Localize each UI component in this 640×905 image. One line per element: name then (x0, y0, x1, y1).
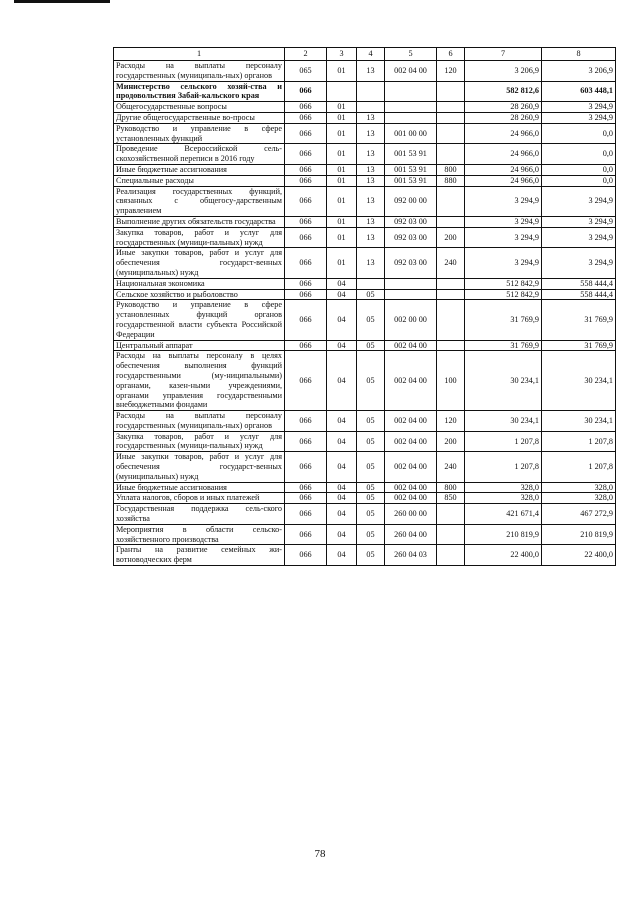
amount-year2-cell: 3 294,9 (542, 112, 616, 123)
section-cell: 01 (327, 175, 357, 186)
amount-year2-cell: 0,0 (542, 144, 616, 165)
section-cell: 01 (327, 227, 357, 248)
subsection-cell: 05 (357, 524, 385, 545)
amount-year2-cell: 0,0 (542, 175, 616, 186)
target-article-cell: 002 04 00 (385, 411, 437, 432)
subsection-cell: 05 (357, 411, 385, 432)
row-name-cell: Сельское хозяйство и рыболовство (114, 289, 285, 300)
row-name-cell: Закупка товаров, работ и услуг для государственных (муници-пальных) нужд (114, 431, 285, 452)
row-name-cell: Руководство и управление в сфере установленных функций (114, 123, 285, 144)
section-cell: 04 (327, 431, 357, 452)
header-cell: 3 (327, 48, 357, 61)
section-cell: 01 (327, 102, 357, 113)
target-article-cell: 002 04 00 (385, 340, 437, 351)
header-cell: 7 (465, 48, 542, 61)
section-cell: 04 (327, 300, 357, 340)
row-name-cell: Иные бюджетные ассигнования (114, 164, 285, 175)
amount-year1-cell: 3 294,9 (465, 216, 542, 227)
admin-code-cell: 066 (285, 112, 327, 123)
amount-year1-cell: 28 260,9 (465, 102, 542, 113)
section-cell: 01 (327, 144, 357, 165)
subsection-cell: 13 (357, 175, 385, 186)
row-name-cell: Выполнение других обязательств государства (114, 216, 285, 227)
table-row (114, 351, 616, 411)
admin-code-cell: 065 (285, 61, 327, 82)
expense-type-cell: 100 (437, 351, 465, 411)
target-article-cell: 092 00 00 (385, 186, 437, 216)
top-rule (14, 0, 110, 3)
subsection-cell: 05 (357, 493, 385, 504)
row-name-cell: Иные закупки товаров, работ и услуг для обеспечения государст-венных (муниципальных) нужд (114, 452, 285, 482)
subsection-cell: 13 (357, 144, 385, 165)
amount-year2-cell: 31 769,9 (542, 300, 616, 340)
amount-year1-cell: 30 234,1 (465, 351, 542, 411)
table-row (114, 482, 616, 493)
row-name-cell: Мероприятия в области сельско-хозяйственного производства (114, 524, 285, 545)
expense-type-cell: 240 (437, 452, 465, 482)
amount-year2-cell: 3 294,9 (542, 216, 616, 227)
amount-year2-cell: 558 444,4 (542, 289, 616, 300)
subsection-cell: 05 (357, 431, 385, 452)
table-row (114, 61, 616, 82)
table-row (114, 431, 616, 452)
admin-code-cell: 066 (285, 144, 327, 165)
expense-type-cell (437, 545, 465, 566)
expense-type-cell (437, 112, 465, 123)
expense-type-cell: 240 (437, 248, 465, 278)
amount-year2-cell: 3 294,9 (542, 186, 616, 216)
table-row (114, 81, 616, 102)
target-article-cell: 002 04 00 (385, 452, 437, 482)
admin-code-cell: 066 (285, 493, 327, 504)
admin-code-cell: 066 (285, 482, 327, 493)
target-article-cell: 002 04 00 (385, 482, 437, 493)
table-row (114, 175, 616, 186)
amount-year1-cell: 512 842,9 (465, 278, 542, 289)
amount-year1-cell: 3 206,9 (465, 61, 542, 82)
target-article-cell: 001 53 91 (385, 164, 437, 175)
admin-code-cell: 066 (285, 300, 327, 340)
amount-year2-cell: 3 206,9 (542, 61, 616, 82)
subsection-cell: 13 (357, 227, 385, 248)
admin-code-cell: 066 (285, 452, 327, 482)
admin-code-cell: 066 (285, 351, 327, 411)
amount-year2-cell: 328,0 (542, 482, 616, 493)
section-cell: 04 (327, 351, 357, 411)
target-article-cell (385, 81, 437, 102)
admin-code-cell: 066 (285, 123, 327, 144)
amount-year1-cell: 210 819,9 (465, 524, 542, 545)
subsection-cell (357, 278, 385, 289)
target-article-cell: 002 00 00 (385, 300, 437, 340)
section-cell: 04 (327, 340, 357, 351)
expense-type-cell (437, 123, 465, 144)
section-cell: 01 (327, 216, 357, 227)
table-row (114, 411, 616, 432)
amount-year1-cell: 1 207,8 (465, 431, 542, 452)
subsection-cell: 05 (357, 351, 385, 411)
row-name-cell: Иные закупки товаров, работ и услуг для обеспечения государст-венных (муниципальных) нужд (114, 248, 285, 278)
section-cell: 04 (327, 482, 357, 493)
target-article-cell (385, 289, 437, 300)
table-row (114, 112, 616, 123)
amount-year2-cell: 1 207,8 (542, 431, 616, 452)
table-row (114, 227, 616, 248)
expense-type-cell (437, 216, 465, 227)
section-cell (327, 81, 357, 102)
expense-type-cell: 200 (437, 431, 465, 452)
admin-code-cell: 066 (285, 102, 327, 113)
header-cell: 5 (385, 48, 437, 61)
subsection-cell: 05 (357, 289, 385, 300)
table-row (114, 144, 616, 165)
table-row (114, 340, 616, 351)
expense-type-cell: 120 (437, 411, 465, 432)
amount-year1-cell: 3 294,9 (465, 227, 542, 248)
expense-type-cell: 120 (437, 61, 465, 82)
amount-year1-cell: 31 769,9 (465, 300, 542, 340)
target-article-cell: 002 04 00 (385, 61, 437, 82)
target-article-cell: 002 04 00 (385, 351, 437, 411)
subsection-cell: 13 (357, 186, 385, 216)
budget-table (113, 47, 616, 566)
expense-type-cell (437, 340, 465, 351)
amount-year1-cell: 22 400,0 (465, 545, 542, 566)
amount-year1-cell: 30 234,1 (465, 411, 542, 432)
admin-code-cell: 066 (285, 504, 327, 525)
admin-code-cell: 066 (285, 81, 327, 102)
subsection-cell (357, 102, 385, 113)
amount-year1-cell: 421 671,4 (465, 504, 542, 525)
amount-year1-cell: 24 966,0 (465, 123, 542, 144)
section-cell: 04 (327, 545, 357, 566)
target-article-cell (385, 112, 437, 123)
subsection-cell: 05 (357, 340, 385, 351)
admin-code-cell: 066 (285, 289, 327, 300)
header-cell: 1 (114, 48, 285, 61)
amount-year2-cell: 1 207,8 (542, 452, 616, 482)
section-cell: 04 (327, 504, 357, 525)
expense-type-cell: 880 (437, 175, 465, 186)
row-name-cell: Расходы на выплаты персоналу государственных (муниципаль-ных) органов (114, 61, 285, 82)
subsection-cell: 13 (357, 123, 385, 144)
section-cell: 04 (327, 452, 357, 482)
section-cell: 01 (327, 248, 357, 278)
expense-type-cell (437, 278, 465, 289)
row-name-cell: Иные бюджетные ассигнования (114, 482, 285, 493)
row-name-cell: Уплата налогов, сборов и иных платежей (114, 493, 285, 504)
target-article-cell: 001 53 91 (385, 144, 437, 165)
amount-year2-cell: 328,0 (542, 493, 616, 504)
subsection-cell: 05 (357, 482, 385, 493)
expense-type-cell: 800 (437, 164, 465, 175)
amount-year2-cell: 0,0 (542, 164, 616, 175)
row-name-cell: Государственная поддержка сель-ского хозяйства (114, 504, 285, 525)
amount-year1-cell: 24 966,0 (465, 175, 542, 186)
amount-year2-cell: 30 234,1 (542, 411, 616, 432)
table-row (114, 102, 616, 113)
table-row (114, 504, 616, 525)
subsection-cell: 05 (357, 545, 385, 566)
row-name-cell: Руководство и управление в сфере установленных функций органов государственной власти субъекта Российской Федерации (114, 300, 285, 340)
table-row (114, 524, 616, 545)
expense-type-cell (437, 504, 465, 525)
amount-year1-cell: 1 207,8 (465, 452, 542, 482)
admin-code-cell: 066 (285, 431, 327, 452)
expense-type-cell: 200 (437, 227, 465, 248)
expense-type-cell: 850 (437, 493, 465, 504)
row-name-cell: Специальные расходы (114, 175, 285, 186)
section-cell: 04 (327, 493, 357, 504)
table-row (114, 300, 616, 340)
amount-year2-cell: 558 444,4 (542, 278, 616, 289)
table-row (114, 164, 616, 175)
subsection-cell: 13 (357, 61, 385, 82)
section-cell: 01 (327, 61, 357, 82)
target-article-cell: 092 03 00 (385, 216, 437, 227)
section-cell: 01 (327, 186, 357, 216)
target-article-cell: 092 03 00 (385, 227, 437, 248)
row-name-cell: Другие общегосударственные во-просы (114, 112, 285, 123)
admin-code-cell: 066 (285, 340, 327, 351)
table-body (114, 61, 616, 566)
amount-year2-cell: 30 234,1 (542, 351, 616, 411)
page-number: 78 (314, 848, 326, 860)
subsection-cell: 13 (357, 112, 385, 123)
admin-code-cell: 066 (285, 248, 327, 278)
table-row (114, 123, 616, 144)
amount-year2-cell: 3 294,9 (542, 102, 616, 113)
header-cell: 4 (357, 48, 385, 61)
expense-type-cell (437, 81, 465, 102)
target-article-cell: 260 04 00 (385, 524, 437, 545)
expense-type-cell (437, 102, 465, 113)
target-article-cell: 001 53 91 (385, 175, 437, 186)
target-article-cell: 001 00 00 (385, 123, 437, 144)
subsection-cell: 05 (357, 300, 385, 340)
amount-year2-cell: 603 448,1 (542, 81, 616, 102)
amount-year1-cell: 582 812,6 (465, 81, 542, 102)
expense-type-cell (437, 186, 465, 216)
admin-code-cell: 066 (285, 545, 327, 566)
amount-year1-cell: 328,0 (465, 482, 542, 493)
header-row (114, 48, 616, 61)
subsection-cell (357, 81, 385, 102)
target-article-cell (385, 278, 437, 289)
section-cell: 04 (327, 289, 357, 300)
target-article-cell: 260 00 00 (385, 504, 437, 525)
amount-year1-cell: 24 966,0 (465, 144, 542, 165)
table-row (114, 545, 616, 566)
row-name-cell: Общегосударственные вопросы (114, 102, 285, 113)
amount-year1-cell: 28 260,9 (465, 112, 542, 123)
row-name-cell: Проведение Всероссийской сель-скохозяйственной переписи в 2016 году (114, 144, 285, 165)
section-cell: 04 (327, 278, 357, 289)
amount-year2-cell: 0,0 (542, 123, 616, 144)
section-cell: 01 (327, 123, 357, 144)
section-cell: 04 (327, 411, 357, 432)
header-cell: 6 (437, 48, 465, 61)
admin-code-cell: 066 (285, 216, 327, 227)
row-name-cell: Гранты на развитие семейных жи-вотноводческих ферм (114, 545, 285, 566)
amount-year1-cell: 512 842,9 (465, 289, 542, 300)
target-article-cell (385, 102, 437, 113)
section-cell: 04 (327, 524, 357, 545)
table-row (114, 186, 616, 216)
row-name-cell: Центральный аппарат (114, 340, 285, 351)
amount-year2-cell: 3 294,9 (542, 227, 616, 248)
target-article-cell: 092 03 00 (385, 248, 437, 278)
subsection-cell: 13 (357, 164, 385, 175)
amount-year2-cell: 210 819,9 (542, 524, 616, 545)
expense-type-cell (437, 289, 465, 300)
expense-type-cell (437, 144, 465, 165)
subsection-cell: 13 (357, 216, 385, 227)
amount-year1-cell: 3 294,9 (465, 186, 542, 216)
amount-year1-cell: 328,0 (465, 493, 542, 504)
expense-type-cell (437, 300, 465, 340)
row-name-cell: Расходы на выплаты персоналу государственных (муниципаль-ных) органов (114, 411, 285, 432)
table-row (114, 289, 616, 300)
subsection-cell: 13 (357, 248, 385, 278)
admin-code-cell: 066 (285, 186, 327, 216)
amount-year2-cell: 467 272,9 (542, 504, 616, 525)
row-name-cell: Министерство сельского хозяй-ства и продовольствия Забай-кальского края (114, 81, 285, 102)
amount-year1-cell: 24 966,0 (465, 164, 542, 175)
amount-year2-cell: 31 769,9 (542, 340, 616, 351)
amount-year2-cell: 3 294,9 (542, 248, 616, 278)
table-row (114, 278, 616, 289)
amount-year2-cell: 22 400,0 (542, 545, 616, 566)
subsection-cell: 05 (357, 452, 385, 482)
section-cell: 01 (327, 164, 357, 175)
row-name-cell: Реализация государственных функций, связанных с общегосу-дарственным управлением (114, 186, 285, 216)
table-row (114, 452, 616, 482)
amount-year1-cell: 31 769,9 (465, 340, 542, 351)
expense-type-cell (437, 524, 465, 545)
admin-code-cell: 066 (285, 278, 327, 289)
admin-code-cell: 066 (285, 227, 327, 248)
header-cell: 8 (542, 48, 616, 61)
expense-type-cell: 800 (437, 482, 465, 493)
admin-code-cell: 066 (285, 524, 327, 545)
admin-code-cell: 066 (285, 164, 327, 175)
row-name-cell: Национальная экономика (114, 278, 285, 289)
target-article-cell: 260 04 03 (385, 545, 437, 566)
row-name-cell: Расходы на выплаты персоналу в целях обеспечения выполнения функций государственными (му-ниципальными) органами, казен-ными учреждениями, органами управления государственными внебюджетными фондами (114, 351, 285, 411)
amount-year1-cell: 3 294,9 (465, 248, 542, 278)
table-row (114, 216, 616, 227)
header-cell: 2 (285, 48, 327, 61)
admin-code-cell: 066 (285, 175, 327, 186)
section-cell: 01 (327, 112, 357, 123)
table-row (114, 248, 616, 278)
admin-code-cell: 066 (285, 411, 327, 432)
row-name-cell: Закупка товаров, работ и услуг для государственных (муници-пальных) нужд (114, 227, 285, 248)
table-row (114, 493, 616, 504)
subsection-cell: 05 (357, 504, 385, 525)
target-article-cell: 002 04 00 (385, 431, 437, 452)
target-article-cell: 002 04 00 (385, 493, 437, 504)
